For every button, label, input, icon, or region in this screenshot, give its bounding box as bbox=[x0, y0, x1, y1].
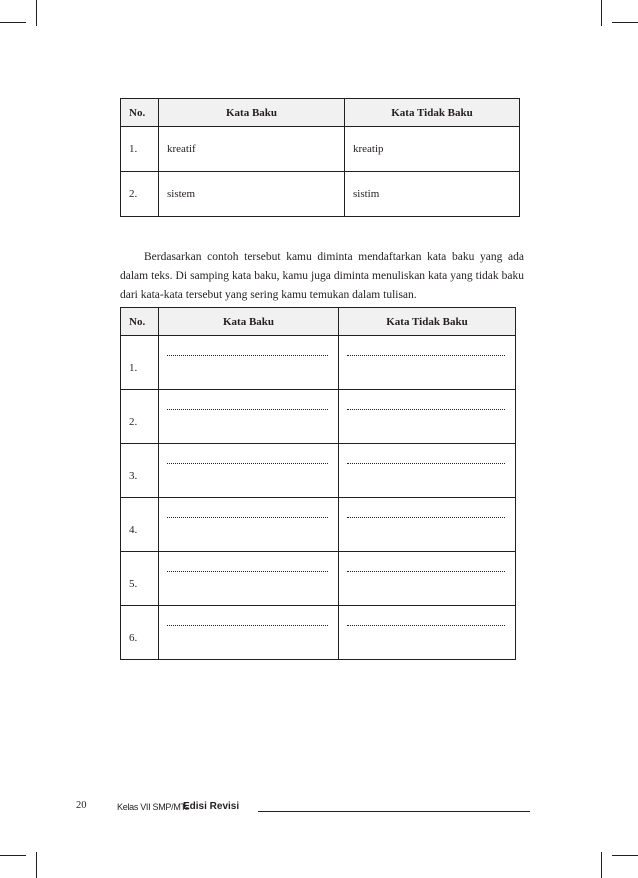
kata-baku-blank[interactable] bbox=[159, 444, 339, 498]
row-number: 3. bbox=[121, 444, 159, 498]
table-row bbox=[121, 444, 516, 498]
row-number: 1. bbox=[121, 336, 159, 390]
dotted-answer-line bbox=[347, 625, 505, 626]
table-row bbox=[121, 127, 520, 172]
row-number: 5. bbox=[121, 552, 159, 606]
crop-mark bbox=[0, 22, 26, 23]
kata-baku-cell: sistem bbox=[159, 172, 345, 217]
dotted-answer-line bbox=[167, 625, 328, 626]
crop-mark bbox=[36, 0, 37, 26]
footer-edition-label: Edisi Revisi bbox=[183, 801, 240, 812]
crop-mark bbox=[612, 22, 638, 23]
dotted-answer-line bbox=[347, 571, 505, 572]
crop-mark bbox=[0, 855, 26, 856]
dotted-answer-line bbox=[167, 517, 328, 518]
dotted-answer-line bbox=[347, 355, 505, 356]
table-row bbox=[121, 172, 520, 217]
kata-tidak-baku-blank[interactable] bbox=[339, 390, 516, 444]
kata-baku-blank[interactable] bbox=[159, 390, 339, 444]
dotted-answer-line bbox=[347, 463, 505, 464]
dotted-answer-line bbox=[347, 517, 505, 518]
column-header-kata-tidak-baku: Kata Tidak Baku bbox=[339, 308, 516, 336]
table-row bbox=[121, 552, 516, 606]
example-table bbox=[120, 98, 520, 217]
crop-mark bbox=[612, 855, 638, 856]
table-row bbox=[121, 498, 516, 552]
kata-baku-blank[interactable] bbox=[159, 498, 339, 552]
row-number: 4. bbox=[121, 498, 159, 552]
page-number: 20 bbox=[76, 800, 87, 811]
table-header-row bbox=[121, 308, 516, 336]
row-number: 1. bbox=[121, 127, 159, 172]
dotted-answer-line bbox=[167, 571, 328, 572]
column-header-no: No. bbox=[121, 308, 159, 336]
instruction-paragraph bbox=[120, 248, 524, 305]
dotted-answer-line bbox=[347, 409, 505, 410]
kata-tidak-baku-blank[interactable] bbox=[339, 444, 516, 498]
dotted-answer-line bbox=[167, 463, 328, 464]
dotted-answer-line bbox=[167, 409, 328, 410]
crop-mark bbox=[601, 0, 602, 26]
kata-tidak-baku-cell: sistim bbox=[345, 172, 520, 217]
kata-baku-blank[interactable] bbox=[159, 336, 339, 390]
row-number: 6. bbox=[121, 606, 159, 660]
kata-baku-blank[interactable] bbox=[159, 606, 339, 660]
kata-tidak-baku-blank[interactable] bbox=[339, 336, 516, 390]
column-header-kata-baku: Kata Baku bbox=[159, 99, 345, 127]
table-row bbox=[121, 606, 516, 660]
kata-tidak-baku-blank[interactable] bbox=[339, 498, 516, 552]
exercise-table bbox=[120, 307, 516, 660]
row-number: 2. bbox=[121, 172, 159, 217]
kata-tidak-baku-blank[interactable] bbox=[339, 552, 516, 606]
column-header-no: No. bbox=[121, 99, 159, 127]
table-row bbox=[121, 336, 516, 390]
crop-mark bbox=[601, 852, 602, 878]
table-header-row bbox=[121, 99, 520, 127]
kata-tidak-baku-cell: kreatip bbox=[345, 127, 520, 172]
kata-baku-cell: kreatif bbox=[159, 127, 345, 172]
dotted-answer-line bbox=[167, 355, 328, 356]
column-header-kata-tidak-baku: Kata Tidak Baku bbox=[345, 99, 520, 127]
table-row bbox=[121, 390, 516, 444]
column-header-kata-baku: Kata Baku bbox=[159, 308, 339, 336]
kata-baku-blank[interactable] bbox=[159, 552, 339, 606]
row-number: 2. bbox=[121, 390, 159, 444]
instruction-text: Berdasarkan contoh tersebut kamu diminta mendaftarkan kata baku yang ada dalam teks. Di samping kata baku, kamu juga diminta menuliskan kata yang tidak baku dari kata-kata tersebut yang sering kamu temukan dalam tulisan. bbox=[120, 250, 524, 301]
crop-mark bbox=[36, 852, 37, 878]
footer-divider bbox=[258, 811, 530, 812]
footer-book-label: Kelas VII SMP/MTs bbox=[117, 802, 189, 812]
kata-tidak-baku-blank[interactable] bbox=[339, 606, 516, 660]
